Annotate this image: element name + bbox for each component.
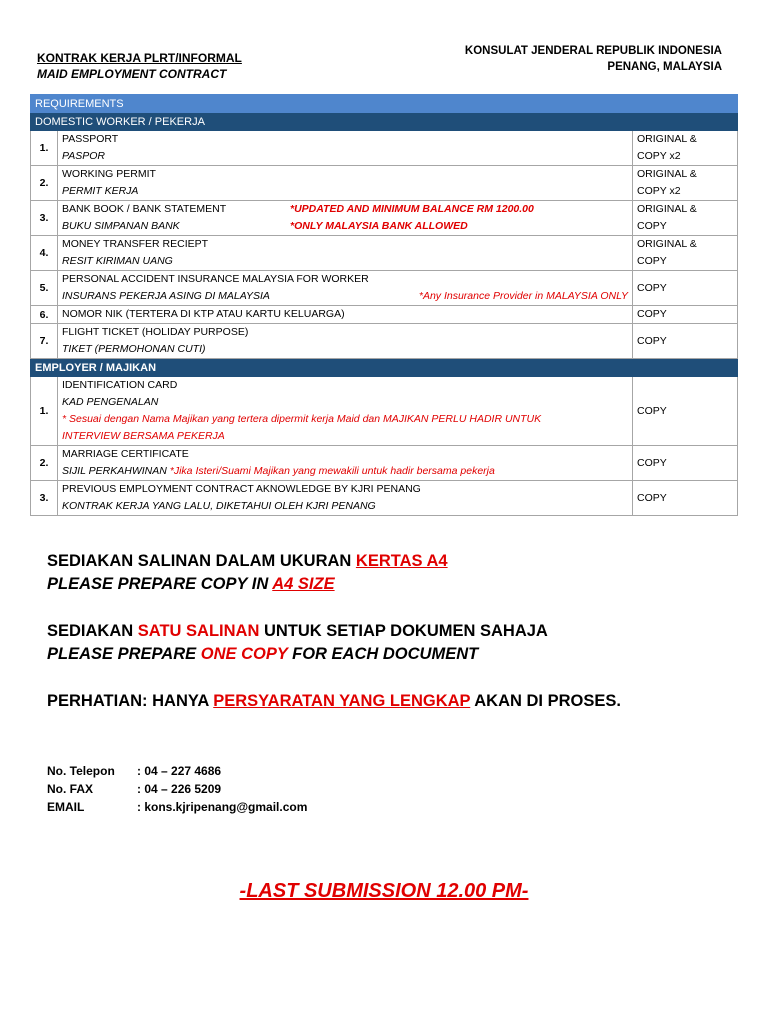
doc-name-ms: PERMIT KERJA (62, 185, 139, 197)
row-description (58, 481, 633, 516)
doc-name-en: FLIGHT TICKET (HOLIDAY PURPOSE) (62, 326, 249, 338)
fax-label: No. FAX (47, 782, 94, 796)
note-text: UNTUK SETIAP DOKUMEN SAHAJA (259, 622, 548, 640)
row-description (58, 324, 633, 359)
instruction-notes (47, 550, 621, 737)
doc-name-en: PREVIOUS EMPLOYMENT CONTRACT AKNOWLEDGE BY KJRI PENANG (62, 483, 421, 495)
fax-value: : 04 – 226 5209 (137, 782, 222, 796)
copy-line-2: COPY x2 (637, 150, 681, 162)
doc-name-ms: RESIT KIRIMAN UANG (62, 255, 173, 267)
doc-name-ms: INSURANS PEKERJA ASING DI MALAYSIA (62, 290, 270, 302)
phone-label: No. Telepon (47, 764, 115, 778)
note-block-a4 (47, 550, 621, 596)
row-description (58, 377, 633, 446)
row-description (58, 271, 633, 306)
copy-requirement (633, 166, 738, 201)
table-row (31, 481, 738, 516)
note-highlight: A4 SIZE (272, 575, 335, 593)
requirements-table (30, 94, 738, 516)
marriage-note: *Jika Isteri/Suami Majikan yang mewakili untuk hadir bersama pekerja (169, 465, 495, 477)
row-description (58, 446, 633, 481)
last-submission-notice: -LAST SUBMISSION 12.00 PM- (239, 880, 529, 902)
note-text: PLEASE PREPARE COPY IN (47, 575, 273, 593)
worker-section-label: DOMESTIC WORKER / PEKERJA (31, 113, 738, 131)
doc-name-ms: BUKU SIMPANAN BANK (62, 220, 180, 232)
note-text: AKAN DI PROSES. (470, 692, 621, 710)
note-highlight: SATU SALINAN (137, 622, 260, 640)
copy-requirement (633, 131, 738, 166)
consulate-location: PENANG, MALAYSIA (607, 61, 722, 73)
note-block-complete (47, 690, 621, 713)
row-number: 3. (31, 201, 58, 236)
contract-title: KONTRAK KERJA PLRT/INFORMAL (37, 51, 242, 65)
bank-note: *ONLY MALAYSIA BANK ALLOWED (290, 220, 468, 232)
row-number: 2. (31, 166, 58, 201)
copy-requirement (633, 236, 738, 271)
copy-line-1: ORIGINAL & (637, 203, 697, 215)
row-number: 2. (31, 446, 58, 481)
row-number: 6. (31, 306, 58, 324)
doc-name-en: PERSONAL ACCIDENT INSURANCE MALAYSIA FOR WORKER (62, 273, 369, 285)
row-number: 4. (31, 236, 58, 271)
note-highlight: PERSYARATAN YANG LENGKAP (213, 692, 471, 710)
email-label: EMAIL (47, 800, 85, 814)
copy-line-2: COPY x2 (637, 185, 681, 197)
contract-subtitle: MAID EMPLOYMENT CONTRACT (37, 67, 227, 81)
copy-line-1: ORIGINAL & (637, 168, 697, 180)
table-row (31, 236, 738, 271)
phone-row (47, 762, 307, 780)
requirements-label: REQUIREMENTS (31, 95, 738, 113)
table-row (31, 201, 738, 236)
row-number: 3. (31, 481, 58, 516)
note-text: PLEASE PREPARE (47, 645, 201, 663)
note-text: PERHATIAN: HANYA (47, 692, 214, 710)
desc-line (62, 288, 628, 305)
desc-line (62, 218, 628, 235)
contact-info (47, 762, 307, 816)
copy-requirement: COPY (633, 377, 738, 446)
row-number: 1. (31, 131, 58, 166)
copy-requirement: COPY (633, 306, 738, 324)
row-description (58, 236, 633, 271)
copy-requirement: COPY (633, 446, 738, 481)
copy-line-1: ORIGINAL & (637, 238, 697, 250)
note-block-one-copy (47, 620, 621, 666)
table-row (31, 446, 738, 481)
doc-name-ms: KAD PENGENALAN (62, 396, 159, 408)
employer-section-row (31, 359, 738, 377)
balance-note: *UPDATED AND MINIMUM BALANCE RM 1200.00 (290, 203, 534, 215)
doc-name-en: IDENTIFICATION CARD (62, 379, 178, 391)
note-text: FOR EACH DOCUMENT (287, 645, 479, 663)
note-line (47, 620, 621, 643)
doc-name-en: MARRIAGE CERTIFICATE (62, 448, 189, 460)
employer-section-label: EMPLOYER / MAJIKAN (31, 359, 738, 377)
note-line (47, 690, 621, 713)
table-row (31, 306, 738, 324)
note-text: SEDIAKAN (47, 622, 138, 640)
doc-name-en: BANK BOOK / BANK STATEMENT (62, 203, 227, 215)
insurance-note: *Any Insurance Provider in MALAYSIA ONLY (418, 290, 628, 302)
table-row (31, 271, 738, 306)
phone-value: : 04 – 227 4686 (137, 764, 222, 778)
row-number: 7. (31, 324, 58, 359)
note-highlight: KERTAS A4 (355, 552, 448, 570)
copy-requirement: COPY (633, 271, 738, 306)
row-description (58, 306, 633, 324)
row-description (58, 131, 633, 166)
note-line (47, 550, 621, 573)
doc-name-en: PASSPORT (62, 133, 119, 145)
row-description (58, 201, 633, 236)
employer-note-2: INTERVIEW BERSAMA PEKERJA (62, 430, 225, 442)
doc-name-ms: KONTRAK KERJA YANG LALU, DIKETAHUI OLEH KJRI PENANG (62, 500, 376, 512)
email-row (47, 798, 307, 816)
row-description (58, 166, 633, 201)
doc-name-en: NOMOR NIK (TERTERA DI KTP ATAU KARTU KELUARGA) (62, 308, 345, 320)
copy-requirement (633, 201, 738, 236)
consulate-name: KONSULAT JENDERAL REPUBLIK INDONESIA (464, 45, 722, 57)
copy-requirement: COPY (633, 324, 738, 359)
requirements-header-row (31, 95, 738, 113)
doc-name-ms: PASPOR (62, 150, 105, 162)
doc-name-ms: TIKET (PERMOHONAN CUTI) (62, 343, 206, 355)
note-text: SEDIAKAN SALINAN DALAM UKURAN (47, 552, 356, 570)
note-line (47, 573, 621, 596)
table-row (31, 324, 738, 359)
row-number: 1. (31, 377, 58, 446)
email-value: : kons.kjripenang@gmail.com (137, 800, 308, 814)
copy-requirement: COPY (633, 481, 738, 516)
copy-line-2: COPY (637, 220, 667, 232)
employer-note-1: * Sesuai dengan Nama Majikan yang tertera dipermit kerja Maid dan MAJIKAN PERLU HADIR UNTUK (62, 413, 542, 425)
table-row (31, 166, 738, 201)
document-header-left (37, 50, 242, 82)
doc-name-en: MONEY TRANSFER RECIEPT (62, 238, 209, 250)
document-header-right (465, 43, 722, 75)
desc-line (62, 201, 628, 218)
doc-name-ms: SIJIL PERKAHWINAN (62, 465, 167, 477)
copy-line-1: ORIGINAL & (637, 133, 697, 145)
row-number: 5. (31, 271, 58, 306)
doc-name-en: WORKING PERMIT (62, 168, 156, 180)
worker-section-row (31, 113, 738, 131)
table-row (31, 131, 738, 166)
note-highlight: ONE COPY (200, 645, 288, 663)
table-row (31, 377, 738, 446)
desc-line (62, 463, 628, 480)
note-line (47, 643, 621, 666)
fax-row (47, 780, 307, 798)
copy-line-2: COPY (637, 255, 667, 267)
